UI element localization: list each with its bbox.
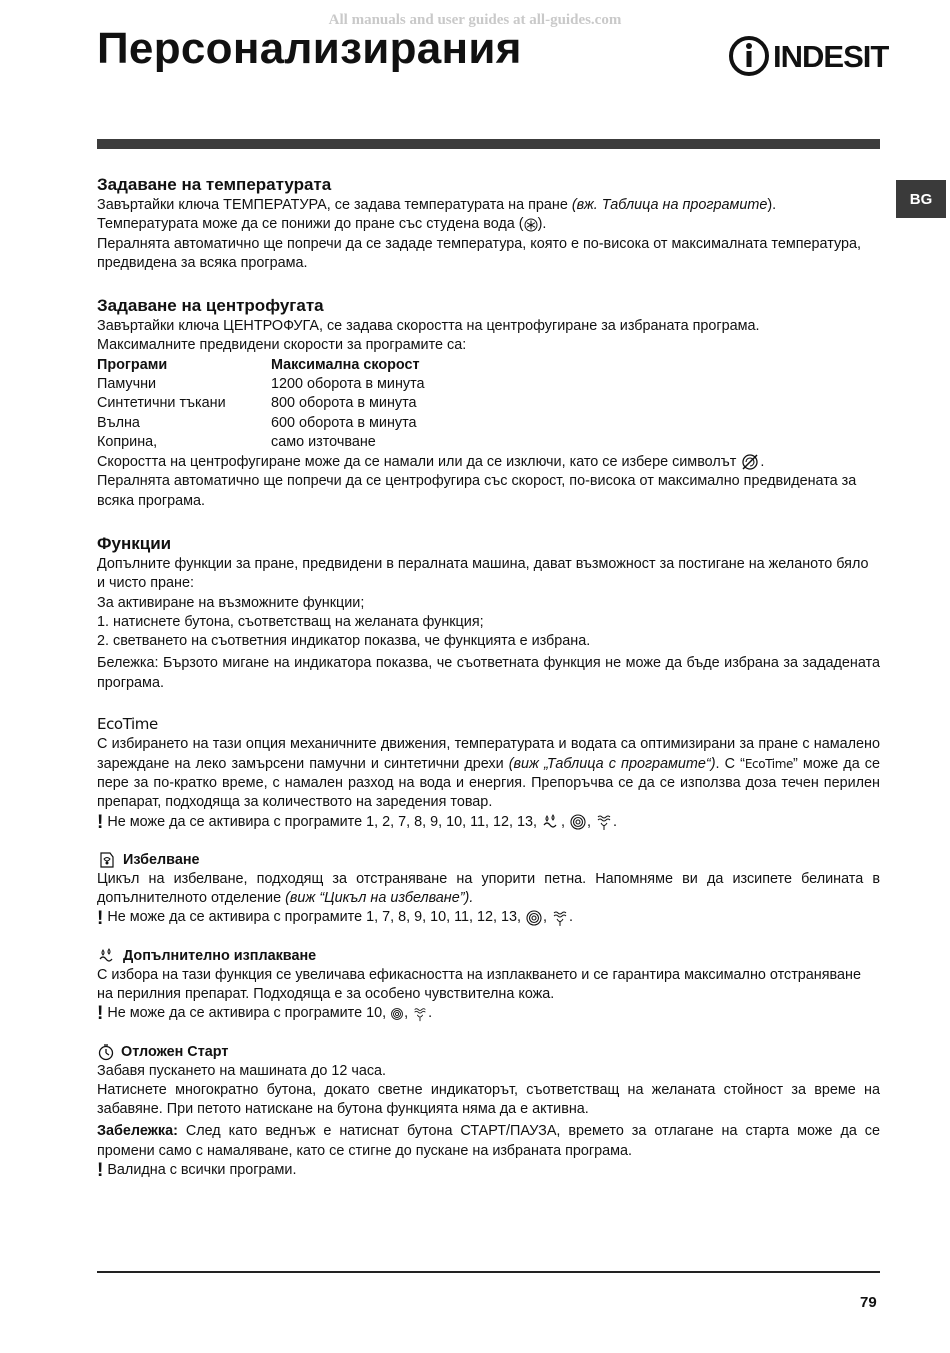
functions-heading: Функции <box>97 533 172 553</box>
spin-paragraph-4: Пералнята автоматично ще попречи да се центрофугира със скорост, по-висока от максимално предвидената за всяка програма. <box>97 473 857 509</box>
delay-paragraph-2: Натиснете многократно бутона, докато светне индикаторът, съответстващ на желаната стойност за време на забавяне. При петото натискане на бутона функцията няма да е активна. <box>97 1081 880 1118</box>
ecotime-label: EcoTime <box>97 715 158 734</box>
delay-heading: Отложен Старт <box>97 1042 880 1062</box>
spin-table-header-programs: Програми <box>97 356 168 373</box>
top-rule <box>97 139 880 149</box>
brand-logo-icon <box>727 34 771 78</box>
spin-table-speed: 800 оборота в минута <box>271 395 417 412</box>
wool-spiral-icon <box>569 813 587 831</box>
delicates-icon <box>551 909 569 927</box>
extra-rinse-icon <box>541 813 561 831</box>
timer-icon <box>97 1043 115 1061</box>
functions-paragraph-1: Допълните функции за пране, предвидени в пералната машина, дават възможност за постигане на желаното бяло и чисто пране: <box>97 555 869 592</box>
spin-table-speed: само източване <box>271 433 376 450</box>
wool-spiral-icon <box>390 1007 404 1021</box>
spin-table-program: Памучни <box>97 376 157 393</box>
temperature-paragraph-3: Пералнята автоматично ще попречи да се зададе температура, която е по-висока от максималната температура, предвидена за всяка програма. <box>97 235 862 271</box>
spin-heading: Задаване на центрофугата <box>97 296 324 316</box>
delay-paragraph-1: Забавя пускането на машината до 12 часа. <box>97 1062 387 1079</box>
wool-spiral-icon <box>525 909 543 927</box>
spin-paragraph-3: Скоростта на центрофугиране може да се намали или да се изключи, като се избере символът . <box>97 452 880 472</box>
bottom-rule <box>97 1271 880 1273</box>
spin-table-program: Вълна <box>97 414 140 431</box>
functions-step-2: 2. светването на съответния индикатор показва, че функцията е избрана. <box>97 633 591 650</box>
functions-paragraph-2: За активиране на възможните функции; <box>97 594 365 611</box>
spin-table-program: Синтетични тъкани <box>97 395 226 412</box>
rinse-paragraph: С избора на тази функция се увеличава ефикасността на изплакването и се гарантира максимално отстраняване на перилния препарат. Подходяща е за особено чувствителна кожа. <box>97 966 861 1002</box>
section-bleach <box>97 850 880 928</box>
rinse-warning: ! Не може да се активира с програмите 10, , . <box>97 1003 433 1025</box>
spin-table-program: Коприна, <box>97 433 158 450</box>
functions-step-1: 1. натиснете бутона, съответстващ на желаната функция; <box>97 613 484 630</box>
brand-logo <box>727 34 889 78</box>
spin-speed-table <box>97 356 880 452</box>
extra-rinse-icon <box>97 947 117 965</box>
bleach-paragraph: Цикъл на избелване, подходящ за отстраняване на упорити петна. Напомняме ви да изсипете белината в допълнителното отделение (виж “Цикъл на избелване”). <box>97 870 880 907</box>
bleach-warning: ! Не може да се активира с програмите 1, 7, 8, 9, 10, 11, 12, 13, , . <box>97 907 574 929</box>
spin-table-header-speed: Максимална скорост <box>271 356 420 373</box>
ecotime-warning: ! Не може да се активира с програмите 1, 2, 7, 8, 9, 10, 11, 12, 13, , , . <box>97 811 618 833</box>
delay-warning: ! Валидна с всички програми. <box>97 1160 297 1182</box>
delay-note: Забележка: След като веднъж е натиснат бутона СТАРТ/ПАУЗА, времето за отлагане на старта може да се промени само с намаляване, като се стигне до пускане на избраната програма. <box>97 1123 880 1159</box>
delicates-icon <box>595 813 613 831</box>
spin-paragraph-2: Максималните предвидени скорости за програмите са: <box>97 337 467 354</box>
spin-table-speed: 1200 оборота в минута <box>271 376 425 393</box>
spin-paragraph-1: Завъртайки ключа ЦЕНТРОФУГА, се задава скоростта на центрофугиране за избраната програма. <box>97 318 760 335</box>
snowflake-icon <box>524 218 538 232</box>
page-title: Персонализирания <box>97 24 522 73</box>
page-content <box>97 174 880 1202</box>
delicates-icon <box>412 1006 428 1022</box>
section-ecotime <box>97 715 880 832</box>
section-delay-start <box>97 1042 880 1181</box>
bleach-heading: Избелване <box>97 850 880 870</box>
language-tab: BG <box>896 180 946 218</box>
brand-logo-text: INDESIT <box>773 39 889 74</box>
watermark: All manuals and user guides at all-guides.com <box>328 12 622 28</box>
bleach-icon <box>97 850 117 870</box>
section-extra-rinse <box>97 946 880 1024</box>
ecotime-paragraph: С избирането на тази опция механичните движения, температурата и водата са оптимизирани за пране с намалено зареждане на леко замърсени памучни и синтетични дрехи (виж „Таблица с програмите“). С “EcoTime” може да се пере за по-кратко време, с намален разход на вода и енергия. Препоръчва се да се използва доза течен перилен препарат, подходяща за количеството на заредения товар. <box>97 736 880 811</box>
temperature-paragraph-2: Температурата може да се понижи до пране със студена вода ( ). <box>97 216 547 233</box>
no-spin-icon <box>740 452 760 472</box>
section-temperature <box>97 174 880 273</box>
functions-note: Бележка: Бързото мигане на индикатора показва, че съответната функция не може да бъде избрана за зададената програма. <box>97 655 880 691</box>
rinse-heading: Допълнително изплакване <box>97 946 880 966</box>
temperature-heading: Задаване на температурата <box>97 175 332 194</box>
page-number: 79 <box>860 1294 877 1311</box>
temperature-paragraph-1: Завъртайки ключа ТЕМПЕРАТУРА, се задава температурата на пране (вж. Таблица на програмите). <box>97 197 777 213</box>
section-spin <box>97 295 880 511</box>
section-functions <box>97 533 880 693</box>
spin-table-speed: 600 оборота в минута <box>271 414 417 431</box>
